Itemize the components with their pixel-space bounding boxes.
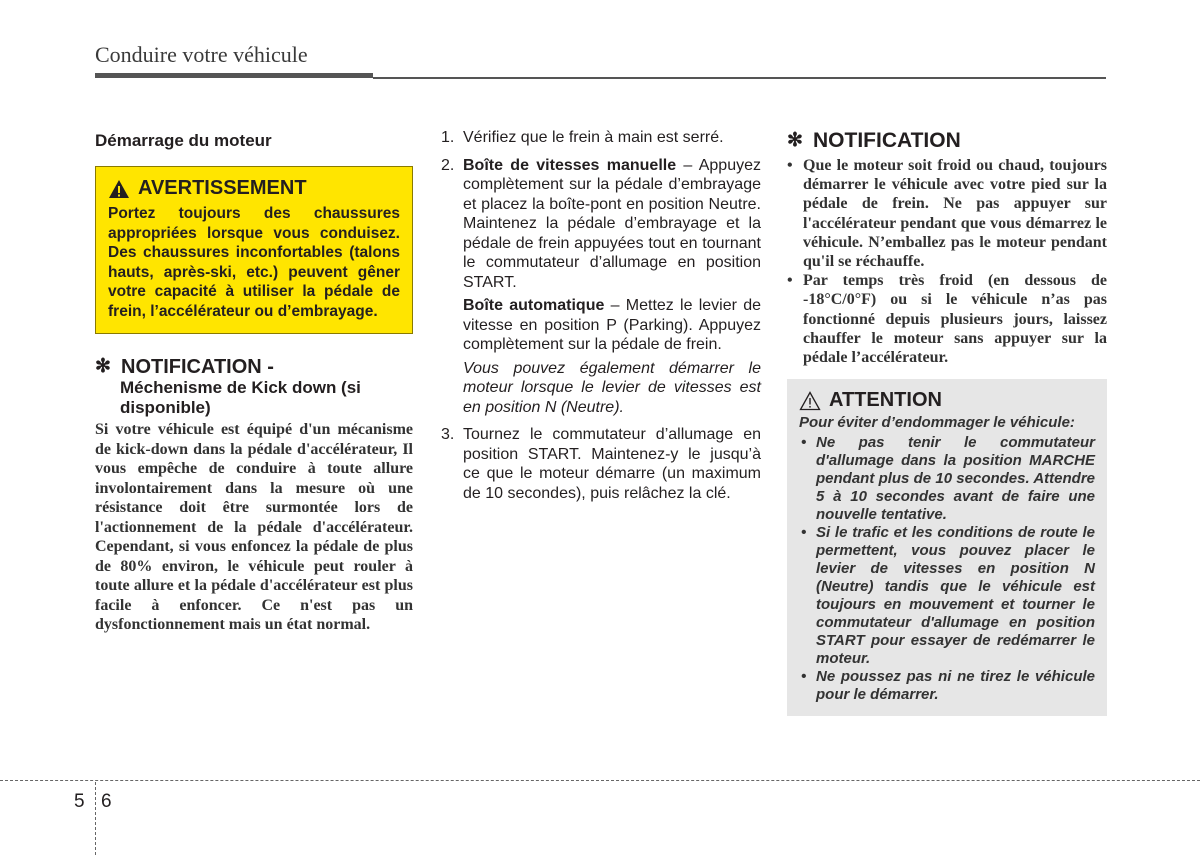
- notification-list: [787, 156, 1107, 367]
- manual-gearbox-text: – Appuyez complètement sur la pédale d’embrayage et placez la boîte-pont en position Neutre. Maintenez la pédale d’embrayage et la pédale de frein appuyées tout en tournant le commutateur d’allumage en position START.: [463, 156, 761, 291]
- list-item-text: Que le moteur soit froid ou chaud, toujours démarrer le véhicule avec votre pied sur la pédale de frein. Ne pas appuyer sur l'accélérateur pendant que vous démarrez le véhicule. N’emballez pas le moteur pendant qu'il se réchauffe.: [803, 157, 1107, 271]
- bullet-icon: •: [801, 434, 807, 452]
- bullet-icon: •: [801, 668, 807, 686]
- step-number: 2.: [441, 156, 455, 174]
- column-left: [95, 128, 413, 635]
- neutral-start-note: Vous pouvez également démarrer le moteur lorsque le levier de vitesses est en position N (Neutre).: [463, 359, 761, 416]
- step-text: Vérifiez que le frein à main est serré.: [463, 129, 724, 146]
- asterisk-icon: ✻: [787, 130, 803, 151]
- manual-gearbox-label: Boîte de vitesses manuelle: [463, 156, 677, 174]
- warning-title-row: [108, 177, 400, 200]
- notification-title: NOTIFICATION: [813, 129, 961, 152]
- automatic-gearbox-text: – Mettez le levier de vitesse en position P (Parking). Appuyez complètement sur la pédale de frein.: [463, 297, 762, 353]
- footer-divider-horizontal: [0, 780, 1200, 781]
- header-rule-thin: [373, 77, 1106, 79]
- footer-divider-vertical: [95, 782, 96, 855]
- bullet-icon: •: [787, 157, 793, 174]
- page-header-title: Conduire votre véhicule: [95, 42, 308, 67]
- caution-triangle-icon: [799, 391, 821, 411]
- section-heading: Démarrage du moteur: [95, 131, 272, 150]
- header-rule-thick: [95, 73, 373, 78]
- attention-box: [787, 379, 1107, 716]
- list-item: [787, 156, 1107, 271]
- warning-box: [95, 166, 413, 334]
- list-item-text: Ne poussez pas ni ne tirez le véhicule pour le démarrer.: [816, 668, 1095, 704]
- list-item-text: Si le trafic et les conditions de route le permettent, vous pouvez placer le levier de vitesses en position N (Neutre) tandis que le véhicule est toujours en mouvement et tourner le commutateur d'allumage en position START pour essayer de redémarrer le moteur.: [816, 524, 1095, 668]
- warning-triangle-icon: [108, 179, 130, 199]
- chapter-number: 5: [74, 791, 85, 812]
- notification-subtitle: Méchenisme de Kick down (si disponible): [120, 378, 361, 417]
- notification-title-row: [787, 128, 1107, 154]
- notification-title: NOTIFICATION -: [121, 356, 274, 378]
- step-item: [441, 425, 761, 507]
- attention-title-row: [799, 389, 1095, 412]
- automatic-gearbox-paragraph: [463, 296, 761, 355]
- step-text: Tournez le commutateur d’allumage en position START. Maintenez-y le jusqu’à ce que le moteur démarre (un maximum de 10 secondes), puis relâchez la clé.: [463, 426, 761, 502]
- attention-list: [799, 434, 1095, 704]
- steps-list: [441, 128, 761, 507]
- bullet-icon: •: [787, 272, 793, 290]
- step-number: 3.: [441, 426, 455, 443]
- step-number: 1.: [441, 129, 455, 146]
- list-item: [787, 271, 1107, 367]
- notification-text: Si votre véhicule est équipé d'un mécanisme de kick-down dans la pédale d'accélérateur, Il vous empêche de conduire à toute allure involontairement dans la mesure où une résistance doit être surmontée lors de l'actionnement de la pédale d'accélérateur. Cependant, si vous enfoncez la pédale de plus de 80% environ, le véhicule peut rouler à toute allure et la pédale d'accélérateur est plus facile à enfoncer. Ce n'est pas un dysfonctionnement mais un état normal.: [95, 421, 413, 633]
- bullet-icon: •: [801, 524, 807, 542]
- list-item: [799, 434, 1095, 524]
- list-item: [799, 668, 1095, 704]
- warning-text: Portez toujours des chaussures appropriées lorsque vous conduisez. Des chaussures inconfortables (talons hauts, après-ski, etc.) peuvent gêner votre capacité à utiliser la pédale de frein, l’accélérateur ou d’embrayage.: [108, 205, 400, 320]
- warning-title: AVERTISSEMENT: [138, 177, 307, 199]
- step-item: [441, 156, 761, 422]
- asterisk-icon: ✻: [95, 356, 111, 377]
- page-number: 6: [101, 791, 112, 812]
- step-item: [441, 128, 761, 152]
- list-item-text: Par temps très froid (en dessous de -18°C/0°F) ou si le véhicule n’as pas fonctionné depuis plusieurs jours, laissez chauffer le moteur sans appuyer sur la pédale l’accélérateur.: [803, 272, 1107, 367]
- list-item: [799, 524, 1095, 668]
- automatic-gearbox-label: Boîte automatique: [463, 297, 605, 314]
- notification-title-row: [95, 356, 413, 378]
- attention-title: ATTENTION: [829, 389, 942, 412]
- column-right: [787, 128, 1107, 716]
- attention-intro: Pour éviter d’endommager le véhicule:: [799, 414, 1075, 432]
- manual-gearbox-paragraph: [463, 156, 761, 293]
- column-middle: [441, 128, 761, 511]
- list-item-text: Ne pas tenir le commutateur d'allumage dans la position MARCHE pendant plus de 10 secondes. Attendre 5 à 10 secondes avant de faire une nouvelle tentative.: [816, 434, 1095, 524]
